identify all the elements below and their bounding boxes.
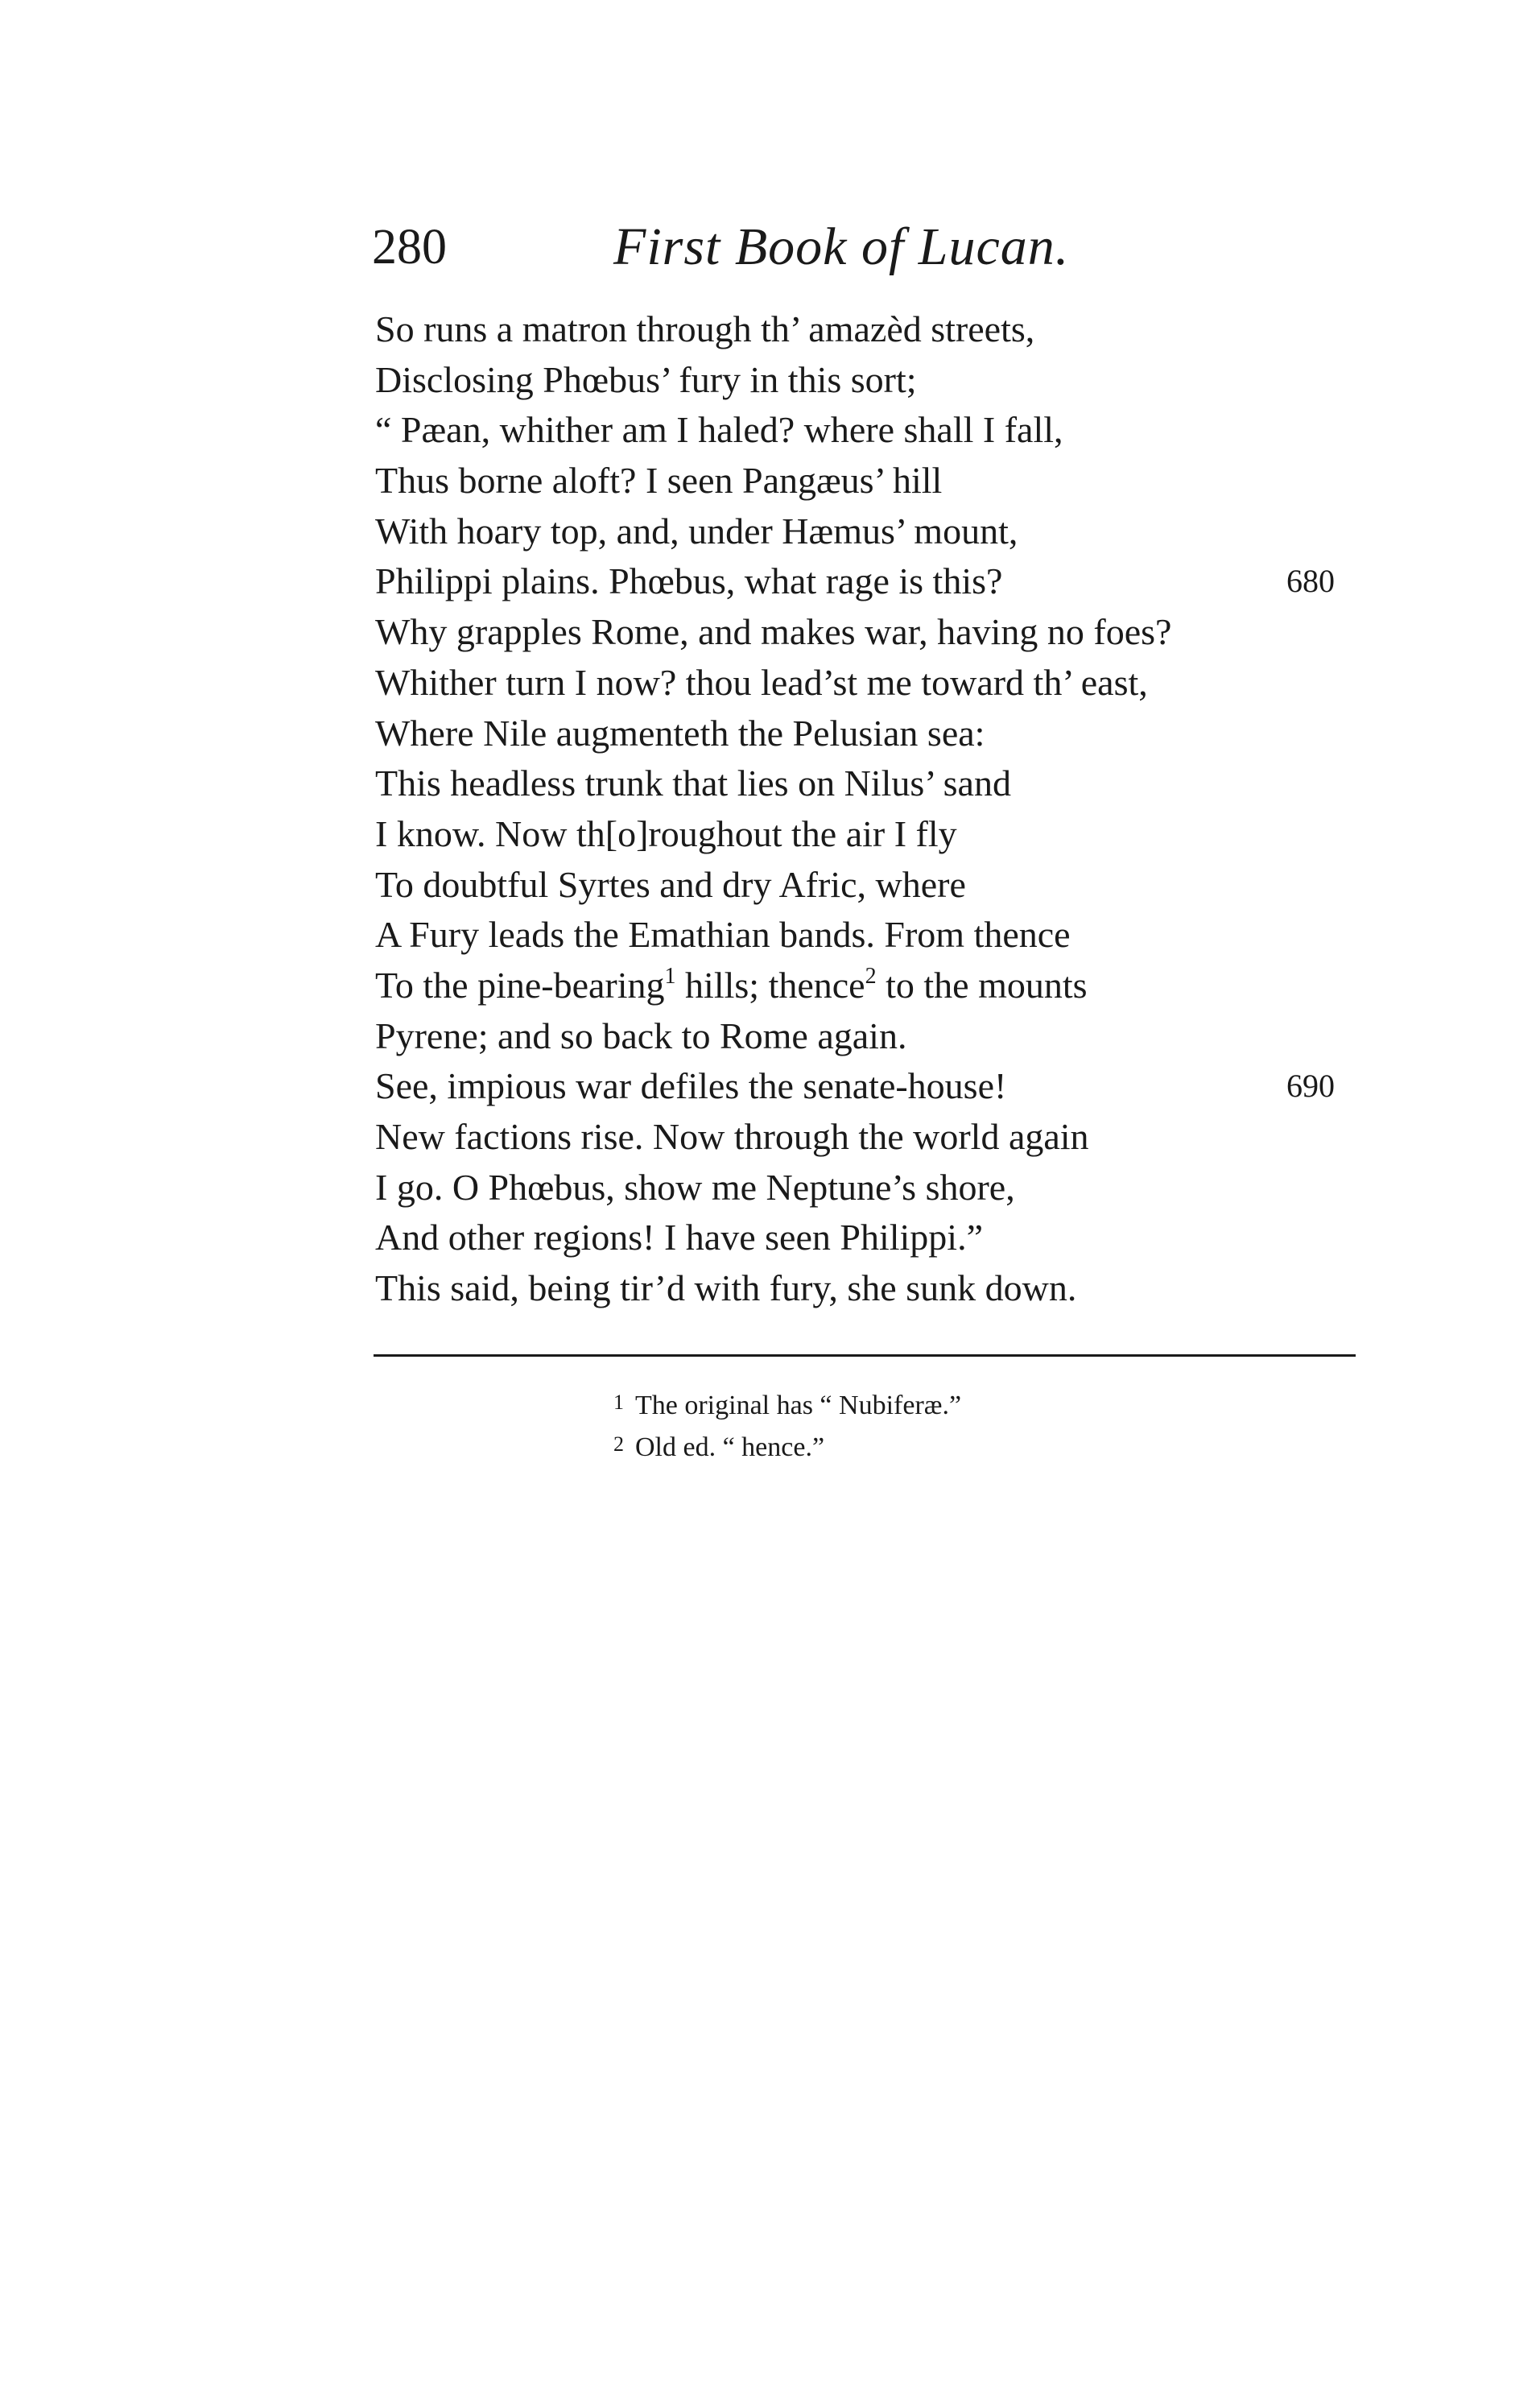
- line-number-690: 690: [1286, 1068, 1335, 1105]
- footnote-1: [613, 1383, 1338, 1425]
- verse-line: [375, 709, 1357, 759]
- line-text-part: hills; thence: [675, 964, 865, 1006]
- verse-line: [375, 607, 1357, 658]
- footnote-2: [613, 1425, 1338, 1467]
- line-text: Thus borne aloft? I seen Pangæus’ hill: [375, 460, 943, 502]
- footnote-ref-2[interactable]: 2: [865, 963, 877, 989]
- book-title: First Book of Lucan.: [613, 217, 1070, 276]
- verse-line: [375, 961, 1357, 1011]
- line-text: This said, being tir’d with fury, she sunk down.: [375, 1267, 1077, 1309]
- line-text: Why grapples Rome, and makes war, having no foes?: [375, 611, 1172, 653]
- verse-line: [375, 758, 1357, 809]
- verse-line: [375, 1163, 1357, 1213]
- line-text: Disclosing Phœbus’ fury in this sort;: [375, 358, 917, 400]
- verse-line: [375, 860, 1357, 911]
- line-text: And other regions! I have seen Philippi.”: [375, 1217, 983, 1258]
- page-number: 280: [372, 220, 447, 275]
- line-text: To doubtful Syrtes and dry Afric, where: [375, 863, 966, 905]
- line-text-part: To the pine-bearing: [375, 964, 665, 1006]
- verse-line: [375, 304, 1357, 355]
- line-text-part: to the mounts: [876, 964, 1088, 1006]
- verse-text: [375, 304, 1357, 1314]
- verse-line: [375, 556, 1357, 607]
- line-text: I know. Now th[o]roughout the air I fly: [375, 812, 957, 854]
- footnote-ref-1[interactable]: 1: [664, 963, 676, 989]
- line-text: “ Pæan, whither am I haled? where shall I fall,: [375, 409, 1063, 451]
- line-text: Where Nile augmenteth the Pelusian sea:: [375, 712, 985, 754]
- footnote-text: The original has “ Nubiferæ.”: [635, 1391, 962, 1420]
- verse-line: [375, 456, 1357, 506]
- footnote-text: Old ed. “ hence.”: [635, 1432, 825, 1462]
- verse-line: [375, 405, 1357, 456]
- line-text: A Fury leads the Emathian bands. From thence: [375, 914, 1071, 956]
- verse-line: [375, 910, 1357, 961]
- verse-line: [375, 1213, 1357, 1263]
- verse-line: [375, 1011, 1357, 1062]
- footnote-mark: 2: [613, 1432, 624, 1456]
- verse-line: [375, 355, 1357, 406]
- line-number-680: 680: [1286, 563, 1335, 600]
- footnote-divider: [374, 1354, 1356, 1357]
- line-text: See, impious war defiles the senate-house!: [375, 1065, 1007, 1107]
- verse-line: [375, 1263, 1357, 1314]
- verse-line: [375, 658, 1357, 709]
- line-text: This headless trunk that lies on Nilus’ sand: [375, 762, 1011, 804]
- footnotes: [613, 1383, 1338, 1467]
- line-text: So runs a matron through th’ amazèd streets,: [375, 308, 1035, 349]
- footnote-mark: 1: [613, 1391, 624, 1414]
- verse-line: [375, 809, 1357, 860]
- line-text: Whither turn I now? thou lead’st me toward th’ east,: [375, 661, 1148, 703]
- running-head: [372, 211, 1338, 283]
- verse-line: [375, 1112, 1357, 1163]
- line-text: With hoary top, and, under Hæmus’ mount,: [375, 510, 1018, 552]
- line-text: I go. O Phœbus, show me Neptune’s shore,: [375, 1166, 1015, 1208]
- line-text: New factions rise. Now through the world again: [375, 1116, 1089, 1157]
- verse-line: [375, 506, 1357, 557]
- line-text: Pyrene; and so back to Rome again.: [375, 1015, 907, 1056]
- verse-line: [375, 1061, 1357, 1112]
- line-text: Philippi plains. Phœbus, what rage is this?: [375, 560, 1003, 602]
